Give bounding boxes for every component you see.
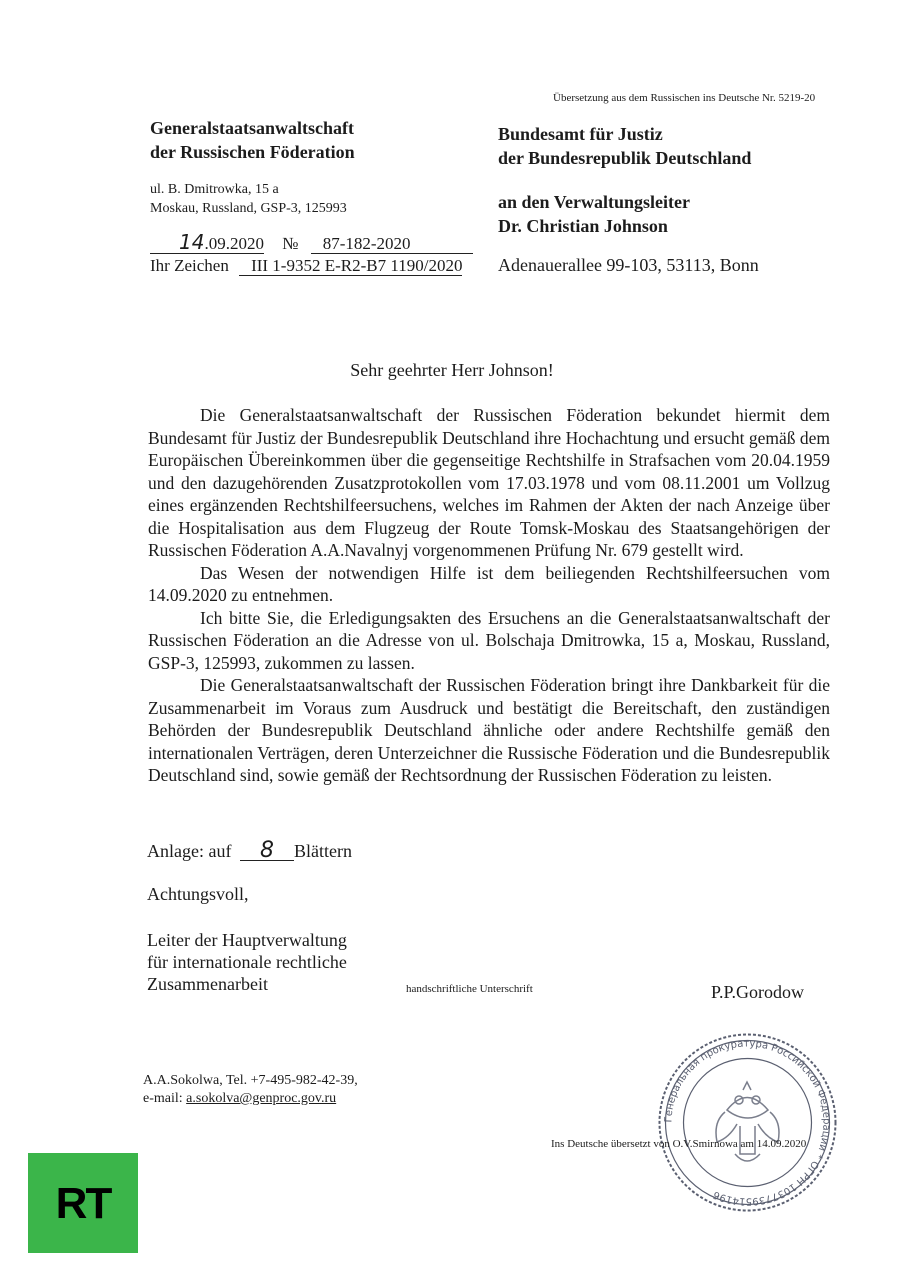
contact-person: A.A.Sokolwa, Tel. +7-495-982-42-39, bbox=[143, 1073, 358, 1088]
sender-name-line1: Generalstaatsanwaltschaft bbox=[150, 118, 354, 138]
recipient-attention bbox=[498, 190, 690, 238]
body-paragraph-4: Die Generalstaatsanwaltschaft der Russischen Föderation bringt ihre Dankbarkeit für die Zusammenarbeit im Voraus zum Ausdruck und bestätigt die Bereitschaft, den zuständigen Behörden der Bundesrepublik Deutschland ähnliche oder andere Rechtshilfe gemäß den internationalen Verträgen, deren Unterzeichner die Russische Föderation und die Bundesrepublik Deutschland sind, sowie gemäß der Rechtsordnung der Russischen Föderation zu leisten. bbox=[148, 675, 830, 785]
date-month-year: .09.2020 bbox=[204, 234, 264, 253]
contact-email-line bbox=[143, 1090, 358, 1108]
handwritten-day: 14 bbox=[179, 230, 205, 254]
attachment-line bbox=[147, 840, 352, 862]
rt-logo-text: RT bbox=[55, 1179, 111, 1228]
salutation: Sehr geehrter Herr Johnson! bbox=[350, 360, 554, 380]
body-paragraph-2: Das Wesen der notwendigen Hilfe ist dem beiliegenden Rechtshilfeersuchen vom 14.09.2020 zu entnehmen. bbox=[148, 562, 830, 605]
sender-address-line1: ul. B. Dmitrowka, 15 a bbox=[150, 182, 279, 197]
attachment-suffix: Blättern bbox=[293, 841, 352, 861]
translation-number-note: Übersetzung aus dem Russischen ins Deutsche Nr. 5219-20 bbox=[553, 92, 816, 104]
reference-date-line bbox=[150, 230, 473, 254]
signature-note: handschriftliche Unterschrift bbox=[406, 983, 533, 995]
recipient-line2: der Bundesrepublik Deutschland bbox=[498, 148, 752, 168]
sender-address bbox=[150, 180, 347, 218]
seal-icon bbox=[655, 1030, 840, 1215]
translator-note: Ins Deutsche übersetzt von O.V.Smirnowa am 14.09.2020 bbox=[551, 1138, 807, 1150]
signatory-title-line1: Leiter der Hauptverwaltung bbox=[147, 930, 347, 950]
body-paragraph-3: Ich bitte Sie, die Erledigungsakten des Ersuchens an die Generalstaatsanwaltschaft der Russischen Föderation an die Adresse von ul. Bolschaja Dmitrowka, 15 a, Moskau, Russland, GSP-3, 125993, zukommen zu lassen. bbox=[148, 607, 830, 673]
letter-body bbox=[148, 404, 830, 787]
signatory-name: P.P.Gorodow bbox=[711, 982, 805, 1002]
contact-block bbox=[143, 1072, 358, 1108]
recipient-address: Adenauerallee 99-103, 53113, Bonn bbox=[498, 255, 759, 275]
email-label: e-mail: bbox=[143, 1091, 183, 1106]
seal-ring-text bbox=[663, 1038, 831, 1206]
recipient-block bbox=[498, 122, 751, 170]
signatory-title-line3: Zusammenarbeit bbox=[147, 974, 268, 994]
rt-logo bbox=[28, 1153, 138, 1253]
body-paragraph-1: Die Generalstaatsanwaltschaft der Russischen Föderation bekundet hiermit dem Bundesamt für Justiz der Bundesrepublik Deutschland ihre Hochachtung und ersucht gemäß dem Europäischen Übereinkommen über die gegenseitige Rechtshilfe in Strafsachen vom 20.04.1959 und den dazugehörenden Zusatzprotokollen vom 17.03.1978 und vom 08.11.2001 um Vollzug eines ergänzenden Rechtshilfeersuchens, welches im Rahmen der Akten der nach Anzeige über die Hospitalisation aus dem Flugzeug der Route Tomsk-Moskau des Staatsangehörigen der Russischen Föderation A.A.Navalnyj vorgenommenen Prüfung Nr. 679 gestellt wird. bbox=[148, 405, 830, 560]
recipient-line3: an den Verwaltungsleiter bbox=[498, 192, 691, 212]
seal-ring-path-text: Генеральная прокуратура Российской Федерации * ОГРН 1037739514196 bbox=[663, 1038, 832, 1207]
attachment-count bbox=[240, 838, 294, 863]
signatory-title-line2: für internationale rechtliche bbox=[147, 952, 347, 972]
ihr-zeichen-line bbox=[150, 256, 462, 276]
email-link[interactable]: a.sokolva@genproc.gov.ru bbox=[186, 1091, 337, 1106]
signatory-title bbox=[147, 929, 347, 995]
recipient-line4: Dr. Christian Johnson bbox=[498, 216, 668, 236]
sender-name-line2: der Russischen Föderation bbox=[150, 142, 355, 162]
recipient-line1: Bundesamt für Justiz bbox=[498, 124, 663, 144]
attachment-count-handwritten: 8 bbox=[259, 838, 274, 863]
closing-phrase: Achtungsvoll, bbox=[147, 884, 249, 904]
official-seal bbox=[655, 1030, 840, 1215]
reference-number: 87-182-2020 bbox=[311, 235, 473, 254]
ihr-zeichen-label: Ihr Zeichen bbox=[150, 256, 229, 275]
sender-block bbox=[150, 116, 355, 164]
attachment-prefix: Anlage: auf bbox=[147, 841, 232, 861]
number-symbol: № bbox=[282, 234, 299, 253]
ihr-zeichen-value: III 1-9352 E-R2-B7 1190/2020 bbox=[239, 257, 462, 276]
reference-date bbox=[150, 230, 264, 254]
sender-address-line2: Moskau, Russland, GSP-3, 125993 bbox=[150, 201, 347, 216]
